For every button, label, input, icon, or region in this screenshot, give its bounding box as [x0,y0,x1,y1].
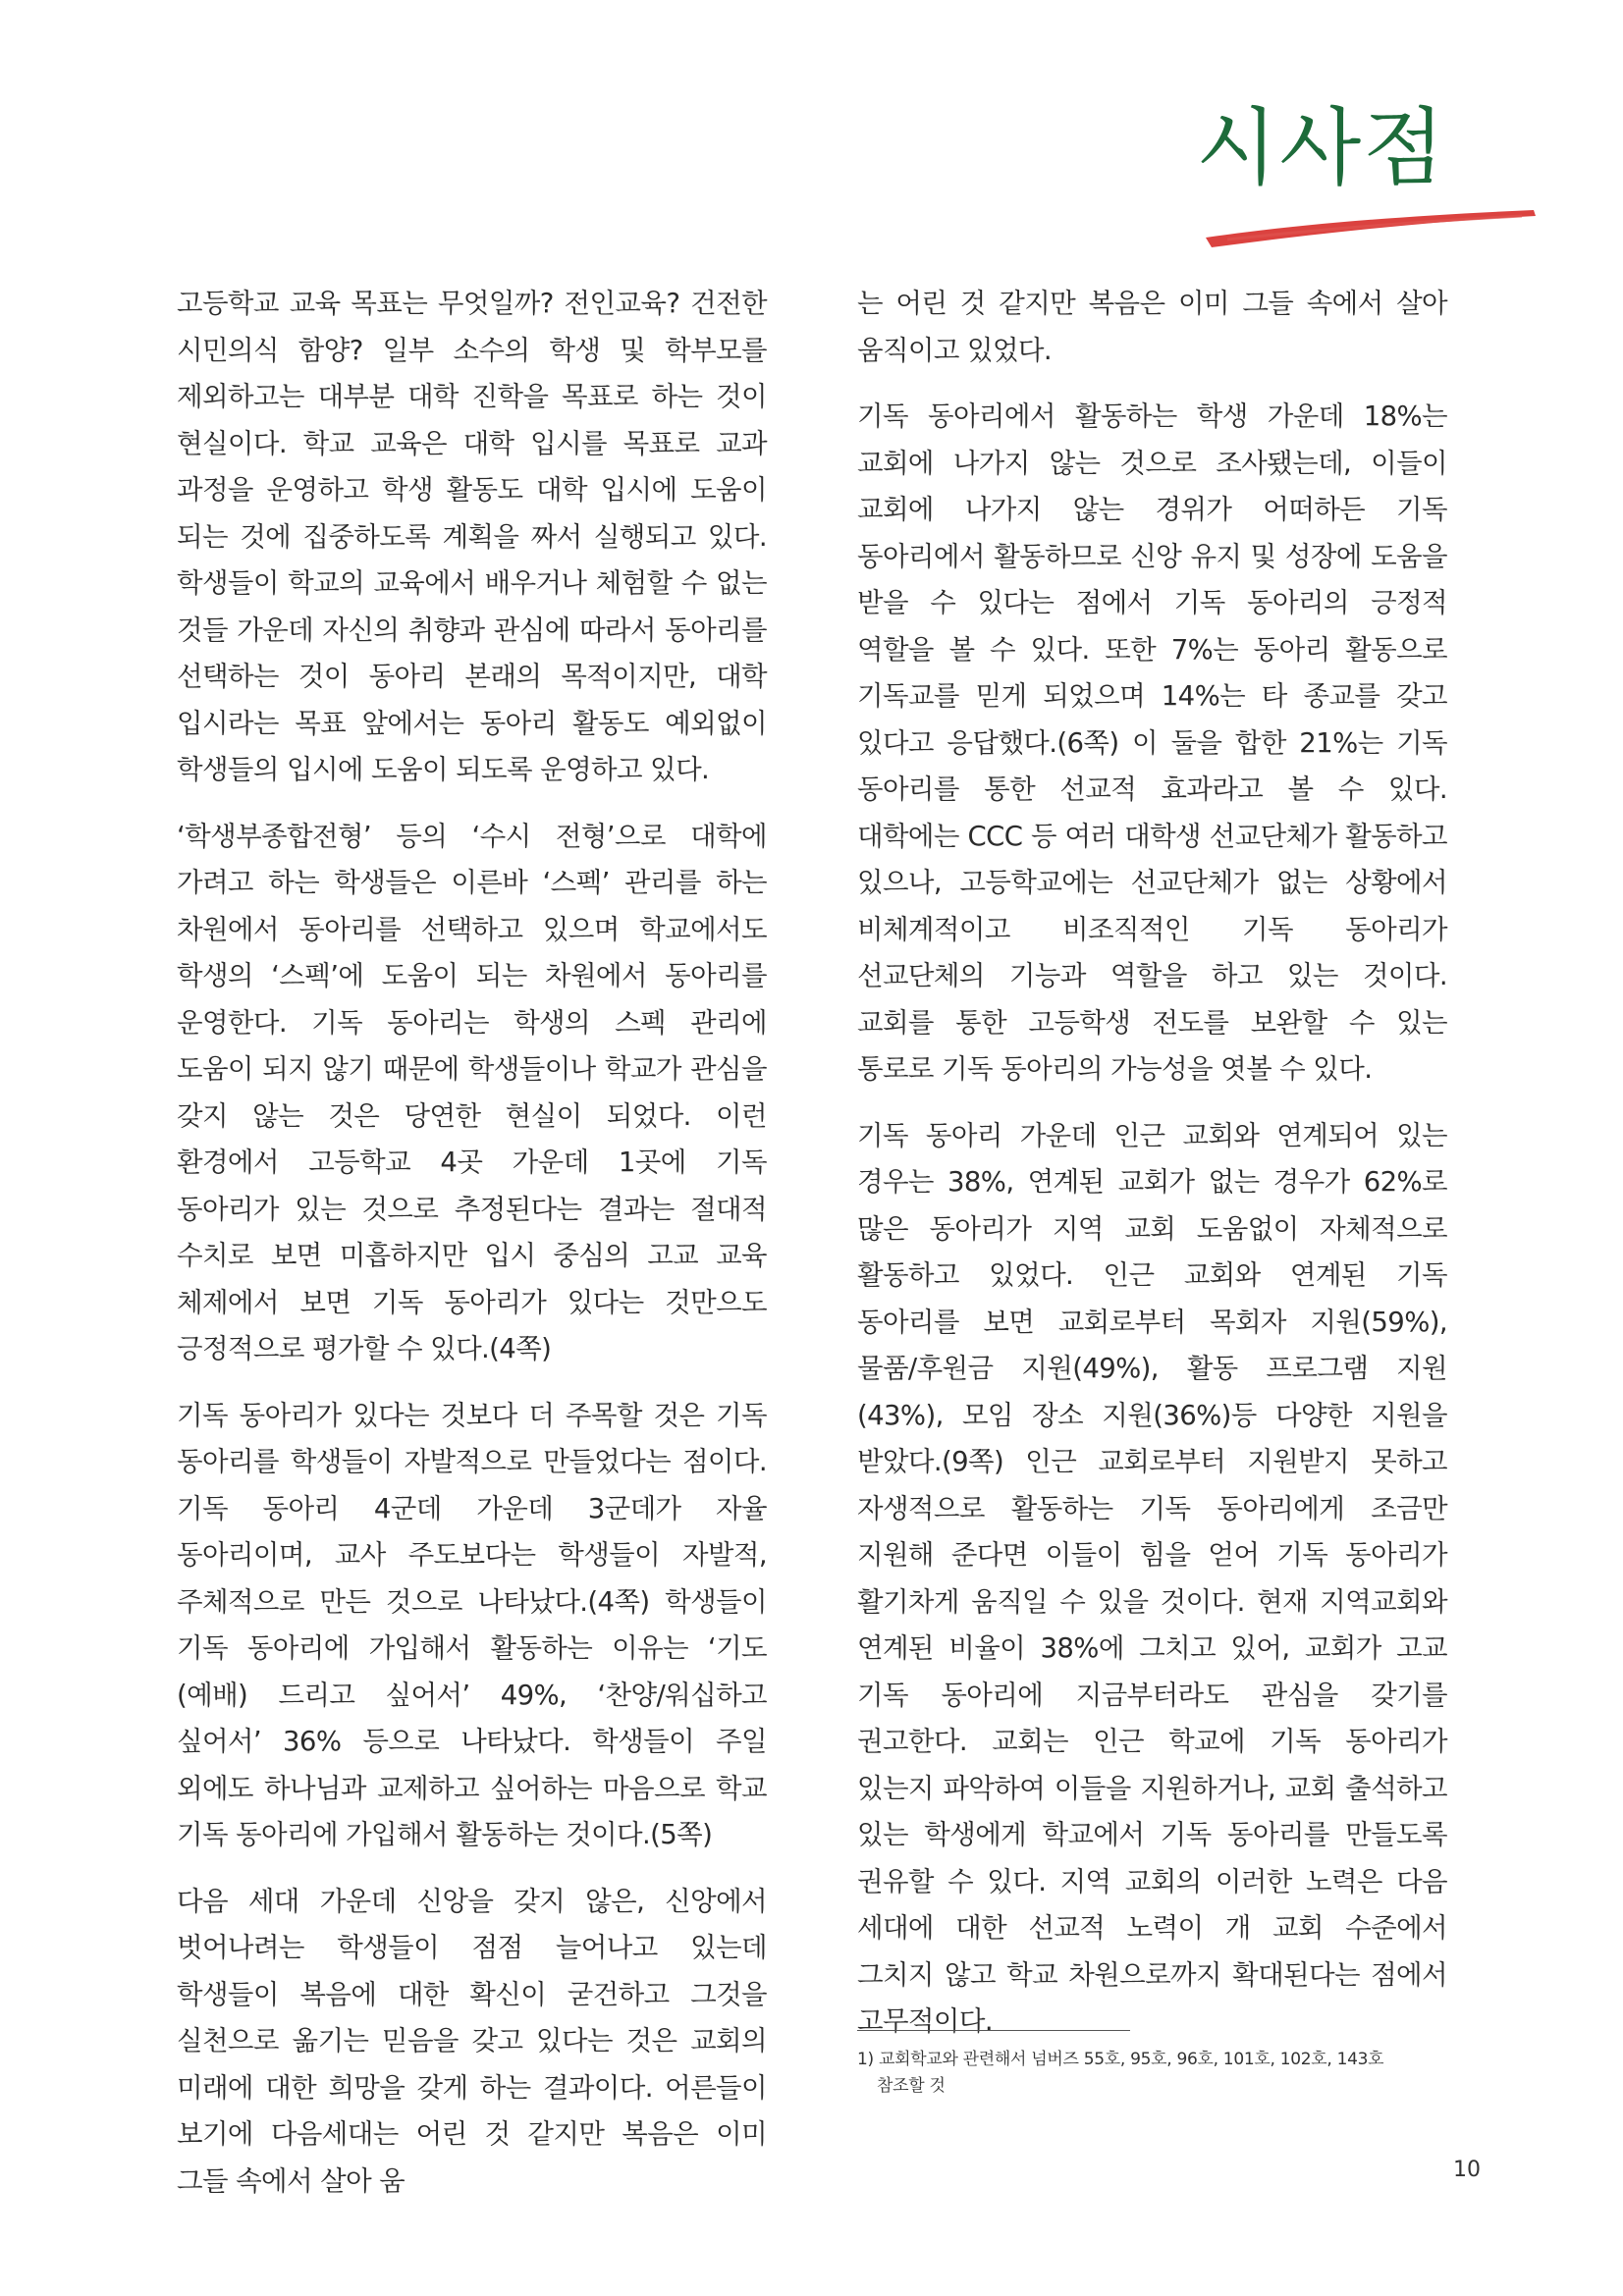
footnote-divider [857,2030,1130,2031]
body-paragraph: 고등학교 교육 목표는 무엇일까? 전인교육? 건전한 시민의식 함양? 일부 소수의 학생 및 학부모를 제외하고는 대부분 대학 진학을 목표로 하는 것이 현실이다. 학교 교육은 대학 입시를 목표로 교과 과정을 운영하고 학생 활동도 대학 입시에 도움이 되는 것에 집중하도록 계획을 짜서 실행되고 있다. 학생들이 학교의 교육에서 배우거나 체험할 수 없는 것들 가운데 자신의 취향과 관심에 따라서 동아리를 선택하는 것이 동아리 본래의 목적이지만, 대학 입시라는 목표 앞에서는 동아리 활동도 예외없이 학생들의 입시에 도움이 되도록 운영하고 있다. [177,288,767,785]
body-paragraph: 다음 세대 가운데 신앙을 갖지 않은, 신앙에서 벗어나려는 학생들이 점점 늘어나고 있는데 학생들이 복음에 대한 확신이 굳건하고 그것을 실천으로 옮기는 믿음을 갖고 있다는 것은 교회의 미래에 대한 희망을 갖게 하는 결과이다. 어른들이 보기에 다음세대는 어린 것 같지만 복음은 이미 그들 속에서 살아 움 [177,1885,767,2197]
body-paragraph: 기독 동아리에서 활동하는 학생 가운데 18%는 교회에 나가지 않는 것으로 조사됐는데, 이들이 교회에 나가지 않는 경위가 어떠하든 기독 동아리에서 활동하므로 신앙 유지 및 성장에 도움을 받을 수 있다는 점에서 기독 동아리의 긍정적 역할을 볼 수 있다. 또한 7%는 동아리 활동으로 기독교를 믿게 되었으며 14%는 타 종교를 갖고 있다고 응답했다.(6쪽) 이 둘을 합한 21%는 기독 동아리를 통한 선교적 효과라고 볼 수 있다. 대학에는 CCC 등 여러 대학생 선교단체가 활동하고 있으나, 고등학교에는 선교단체가 없는 상황에서 비체계적이고 비조직적인 기독 동아리가 선교단체의 기능과 역할을 하고 있는 것이다. 교회를 통한 고등학생 전도를 보완할 수 있는 통로로 기독 동아리의 가능성을 엿볼 수 있다. [857,400,1447,1085]
page-title: 시사점 [1196,99,1447,197]
body-paragraph: 는 어린 것 같지만 복음은 이미 그들 속에서 살아 움직이고 있었다. [857,288,1447,366]
body-paragraph: ‘학생부종합전형’ 등의 ‘수시 전형’으로 대학에 가려고 하는 학생들은 이른바 ‘스펙’ 관리를 하는 차원에서 동아리를 선택하고 있으며 학교에서도 학생의 ‘스펙’에 도움이 되는 차원에서 동아리를 운영한다. 기독 동아리는 학생의 스펙 관리에 도움이 되지 않기 때문에 학생들이나 학교가 관심을 갖지 않는 것은 당연한 현실이 되었다. 이런 환경에서 고등학교 4곳 가운데 1곳에 기독 동아리가 있는 것으로 추정된다는 결과는 절대적 수치로 보면 미흡하지만 입시 중심의 고교 교육 체제에서 보면 기독 동아리가 있다는 것만으도 긍정적으로 평가할 수 있다.(4쪽) [177,820,767,1364]
footnote-text: 1) 교회학교와 관련해서 넘버즈 55호, 95호, 96호, 101호, 102호, 143호 [857,2050,1384,2069]
footnote-continuation: 참조할 것 [877,2076,946,2096]
page-number: 10 [1453,2158,1481,2182]
left-column [177,281,767,2224]
body-paragraph: 기독 동아리가 있다는 것보다 더 주목할 것은 기독 동아리를 학생들이 자발적으로 만들었다는 점이다. 기독 동아리 4군데 가운데 3군데가 자율 동아리이며, 교사 주도보다는 학생들이 자발적, 주체적으로 만든 것으로 나타났다.(4쪽) 학생들이 기독 동아리에 가입해서 활동하는 이유는 ‘기도(예배) 드리고 싶어서’ 49%, ‘찬양/워십하고 싶어서’ 36% 등으로 나타났다. 학생들이 주일 외에도 하나님과 교제하고 싶어하는 마음으로 학교 기독 동아리에 가입해서 활동하는 것이다.(5쪽) [177,1399,767,1850]
body-paragraph: 기독 동아리 가운데 인근 교회와 연계되어 있는 경우는 38%, 연계된 교회가 없는 경우가 62%로 많은 동아리가 지역 교회 도움없이 자체적으로 활동하고 있었다. 인근 교회와 연계된 기독 동아리를 보면 교회로부터 목회자 지원(59%), 물품/후원금 지원(49%), 활동 프로그램 지원(43%), 모임 장소 지원(36%)등 다양한 지원을 받았다.(9쪽) 인근 교회로부터 지원받지 못하고 자생적으로 활동하는 기독 동아리에게 조금만 지원해 준다면 이들이 힘을 얻어 기독 동아리가 활기차게 움직일 수 있을 것이다. 현재 지역교회와 연계된 비율이 38%에 그치고 있어, 교회가 고교 기독 동아리에 지금부터라도 관심을 갖기를 권고한다. 교회는 인근 학교에 기독 동아리가 있는지 파악하여 이들을 지원하거나, 교회 출석하고 있는 학생에게 학교에서 기독 동아리를 만들도록 권유할 수 있다. 지역 교회의 이러한 노력은 다음 세대에 대한 선교적 노력이 개 교회 수준에서 그치지 않고 학교 차원으로까지 확대된다는 점에서 고무적이다. [857,1119,1447,2037]
red-brush-underline [1198,204,1542,251]
footnote [857,2047,1387,2100]
right-column [857,281,1447,2065]
